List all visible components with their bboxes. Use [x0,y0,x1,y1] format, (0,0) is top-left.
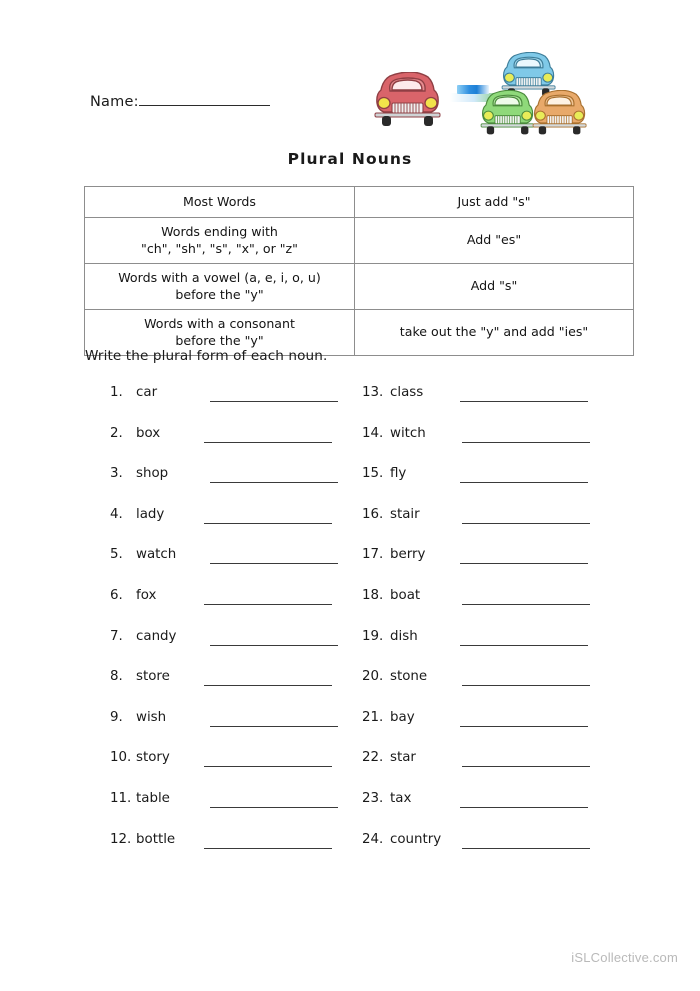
list-item [110,507,360,548]
item-number: 10. [110,750,132,766]
list-item [362,710,622,751]
list-item [110,629,360,670]
item-number: 23. [362,790,384,806]
list-item [362,832,622,873]
cars-illustration [366,52,606,144]
answer-blank[interactable] [210,726,338,727]
item-word: country [390,831,442,847]
item-word: table [136,790,170,806]
answer-blank[interactable] [462,848,590,849]
car-red-icon [370,72,446,130]
item-number: 2. [110,425,123,441]
item-number: 13. [362,385,384,400]
answer-blank[interactable] [462,685,590,686]
list-item [110,426,360,467]
item-number: 18. [362,587,384,603]
list-item [362,507,622,548]
list-item [362,629,622,670]
item-number: 11. [110,790,132,806]
item-word: car [136,385,158,400]
item-word: fox [136,587,157,603]
item-number: 15. [362,466,384,482]
item-number: 8. [110,669,123,685]
item-word: star [390,750,416,766]
table-row [85,187,634,218]
item-word: watch [136,547,177,563]
site-watermark: iSLCollective.com [571,950,678,965]
item-number: 19. [362,628,384,644]
answer-blank[interactable] [210,645,338,646]
list-item [110,791,360,832]
item-word: story [136,750,170,766]
rule-action-cell: Add "es" [355,218,634,264]
list-item [110,547,360,588]
answer-blank[interactable] [460,726,588,727]
list-item [110,466,360,507]
answer-blank[interactable] [210,482,338,483]
answer-blank[interactable] [460,645,588,646]
answer-blank[interactable] [462,523,590,524]
table-row [85,264,634,310]
answer-blank[interactable] [462,766,590,767]
item-number: 17. [362,547,384,563]
answer-blank[interactable] [204,523,332,524]
list-item [110,588,360,629]
item-number: 6. [110,587,123,603]
name-field-row [90,92,270,110]
item-word: class [390,385,424,400]
list-item [110,710,360,751]
list-item [362,385,622,426]
exercise-column-right [362,385,622,872]
item-word: box [136,425,161,441]
answer-blank[interactable] [460,482,588,483]
item-word: tax [390,790,412,806]
answer-blank[interactable] [460,563,588,564]
item-word: bottle [136,831,176,847]
name-input-blank[interactable] [139,92,270,106]
item-word: boat [390,587,421,603]
item-word: wish [136,709,167,725]
answer-blank[interactable] [460,401,588,402]
list-item [110,832,360,873]
exercise-column-left [110,385,360,872]
item-word: berry [390,547,426,563]
item-number: 20. [362,669,384,685]
item-word: bay [390,709,415,725]
rule-condition-cell: Words with a vowel (a, e, i, o, u) before the "y" [85,264,355,310]
item-word: lady [136,506,165,522]
rule-condition-cell: Words ending with "ch", "sh", "s", "x", or "z" [85,218,355,264]
answer-blank[interactable] [204,442,332,443]
item-number: 24. [362,831,384,847]
table-row [85,218,634,264]
item-word: witch [390,425,426,441]
answer-blank[interactable] [462,604,590,605]
item-number: 5. [110,547,123,563]
item-number: 3. [110,466,123,482]
list-item [110,385,360,426]
item-number: 22. [362,750,384,766]
item-word: fly [390,466,407,482]
rule-condition-cell: Most Words [85,187,355,218]
item-word: store [136,669,170,685]
list-item [362,588,622,629]
car-orange-icon [529,90,591,138]
list-item [362,426,622,467]
page-title: Plural Nouns [287,150,413,168]
list-item [362,669,622,710]
list-item [362,750,622,791]
answer-blank[interactable] [210,563,338,564]
instruction-text: Write the plural form of each noun. [85,348,328,364]
name-label: Name: [90,94,139,110]
item-number: 1. [110,385,123,400]
answer-blank[interactable] [204,766,332,767]
item-number: 9. [110,709,123,725]
plural-rules-table [84,186,634,356]
list-item [362,466,622,507]
item-number: 16. [362,506,384,522]
list-item [110,750,360,791]
list-item [362,547,622,588]
item-word: shop [136,466,169,482]
answer-blank[interactable] [204,604,332,605]
item-number: 12. [110,831,132,847]
rule-action-cell: Add "s" [355,264,634,310]
answer-blank[interactable] [210,807,338,808]
answer-blank[interactable] [462,442,590,443]
item-word: dish [390,628,418,644]
rule-action-cell: take out the "y" and add "ies" [355,310,634,356]
item-word: candy [136,628,177,644]
list-item [362,791,622,832]
item-word: stair [390,506,420,522]
item-number: 21. [362,709,384,725]
rule-condition-cell: Words with a consonant before the "y" [85,310,355,356]
answer-blank[interactable] [210,401,338,402]
item-number: 14. [362,425,384,441]
list-item [110,669,360,710]
item-number: 7. [110,628,123,644]
item-number: 4. [110,506,123,522]
item-word: stone [390,669,428,685]
answer-blank[interactable] [460,807,588,808]
answer-blank[interactable] [204,848,332,849]
answer-blank[interactable] [204,685,332,686]
rule-action-cell: Just add "s" [355,187,634,218]
